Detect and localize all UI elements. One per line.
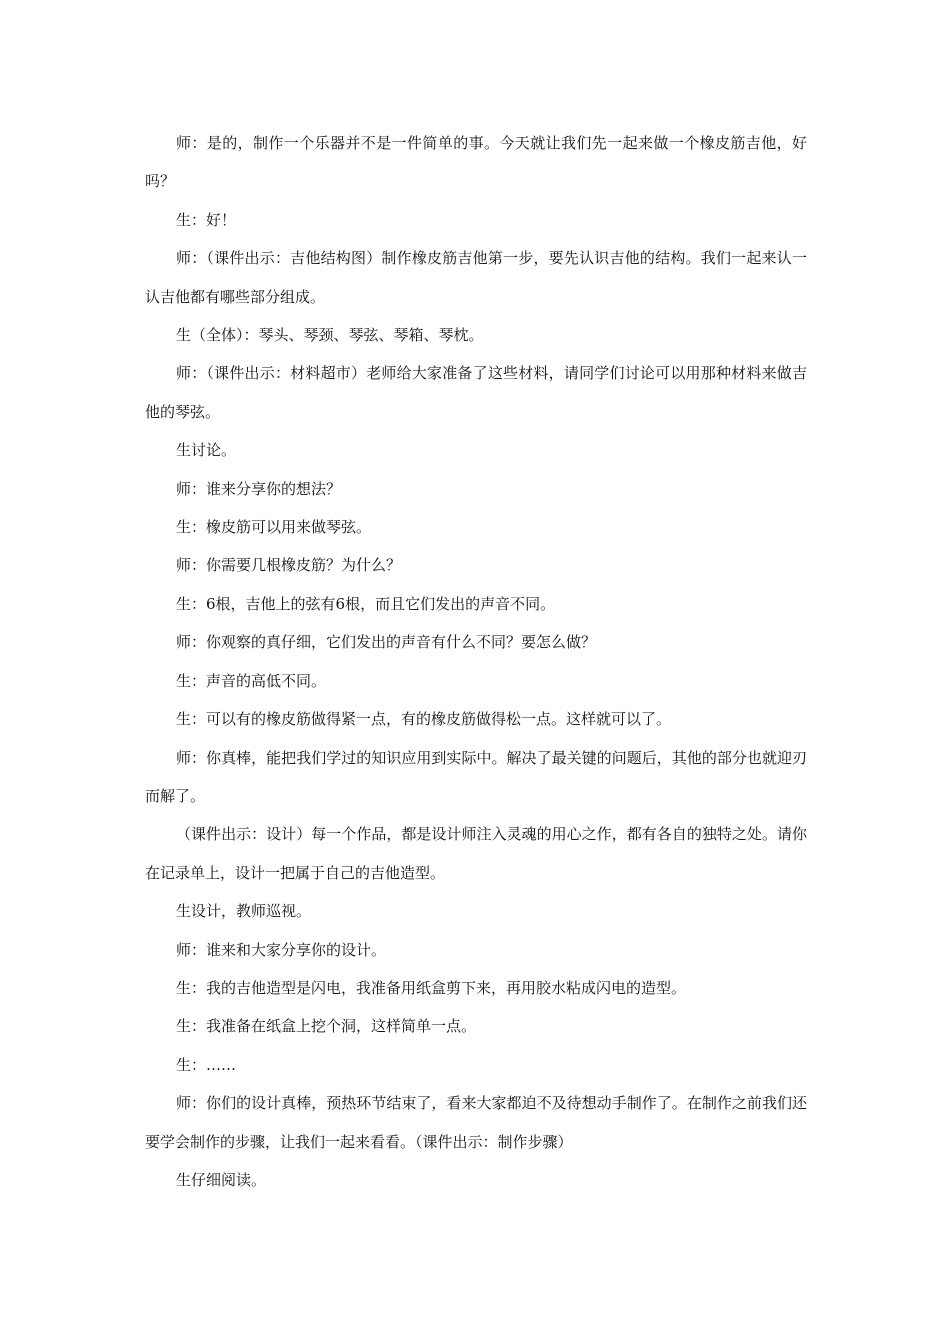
- paragraph: 师：你真棒，能把我们学过的知识应用到实际中。解决了最关键的问题后，其他的部分也就迎刃而解了。: [145, 748, 807, 805]
- paragraph: 师：谁来和大家分享你的设计。: [176, 940, 387, 959]
- paragraph: 生：我准备在纸盒上挖个洞，这样简单一点。: [176, 1017, 477, 1036]
- document-body: [145, 124, 807, 1199]
- paragraph: 生：我的吉他造型是闪电，我准备用纸盒剪下来，再用胶水粘成闪电的造型。: [176, 978, 687, 997]
- paragraph: 生：声音的高低不同。: [176, 671, 327, 690]
- paragraph: 生：6根，吉他上的弦有6根，而且它们发出的声音不同。: [176, 594, 556, 613]
- paragraph: 师：（课件出示：材料超市）老师给大家准备了这些材料，请同学们讨论可以用那种材料来做吉他的琴弦。: [145, 364, 807, 421]
- paragraph: 生：……: [176, 1055, 237, 1074]
- paragraph: 生仔细阅读。: [176, 1170, 267, 1189]
- paragraph: 师：你们的设计真棒，预热环节结束了，看来大家都迫不及待想动手制作了。在制作之前我们还要学会制作的步骤，让我们一起来看看。（课件出示：制作步骤）: [145, 1094, 807, 1151]
- paragraph: 生：可以有的橡皮筋做得紧一点，有的橡皮筋做得松一点。这样就可以了。: [176, 710, 672, 729]
- paragraph: 生（全体）：琴头、琴颈、琴弦、琴箱、琴枕。: [176, 326, 484, 345]
- paragraph: 师：你需要几根橡皮筋？为什么？: [176, 556, 402, 575]
- paragraph: 生：橡皮筋可以用来做琴弦。: [176, 518, 372, 537]
- paragraph: （课件出示：设计）每一个作品，都是设计师注入灵魂的用心之作，都有各自的独特之处。请你在记录单上，设计一把属于自己的吉他造型。: [145, 825, 807, 882]
- paragraph: 生设计，教师巡视。: [176, 902, 312, 921]
- paragraph: 生：好！: [176, 210, 237, 229]
- paragraph: 生讨论。: [176, 441, 237, 460]
- paragraph: 师：（课件出示：吉他结构图）制作橡皮筋吉他第一步，要先认识吉他的结构。我们一起来认一认吉他都有哪些部分组成。: [145, 249, 807, 306]
- paragraph: 师：谁来分享你的想法？: [176, 479, 342, 498]
- paragraph: 师：你观察的真仔细，它们发出的声音有什么不同？要怎么做？: [176, 633, 597, 652]
- paragraph: 师：是的，制作一个乐器并不是一件简单的事。今天就让我们先一起来做一个橡皮筋吉他，好吗？: [145, 134, 807, 191]
